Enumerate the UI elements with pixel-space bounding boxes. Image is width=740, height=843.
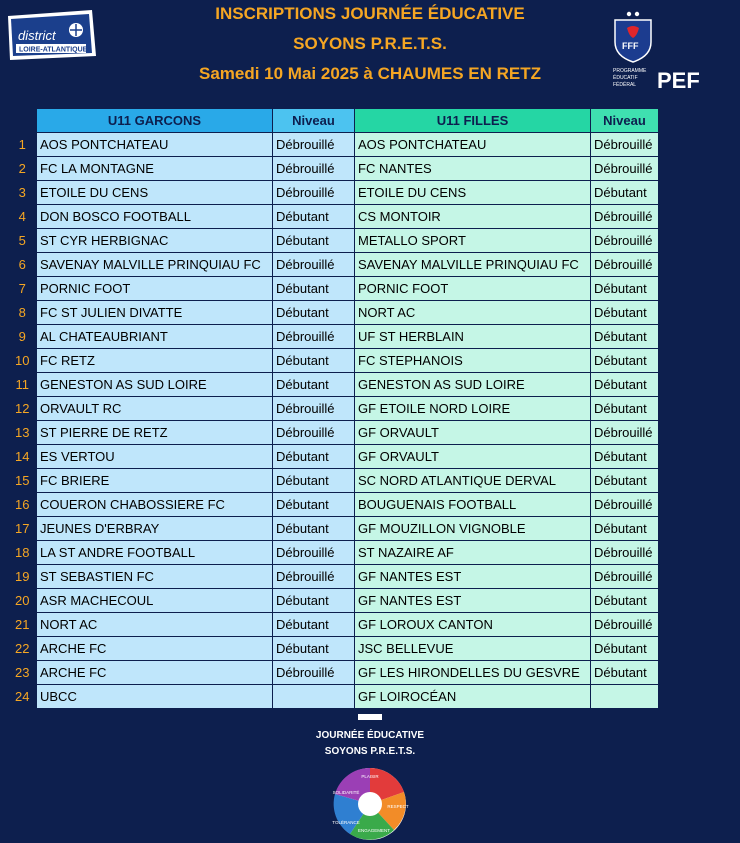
- garcons-level-cell: Débrouillé: [273, 661, 355, 685]
- row-number: 1: [18, 137, 26, 153]
- table-row: [9, 517, 659, 541]
- filles-team-cell: GF ORVAULT: [355, 421, 591, 445]
- svg-text:PEF: PEF: [657, 68, 700, 90]
- garcons-team-cell: ST SEBASTIEN FC: [37, 565, 273, 589]
- table-row: [9, 421, 659, 445]
- garcons-level-cell: Débutant: [273, 493, 355, 517]
- garcons-level-cell: Débutant: [273, 469, 355, 493]
- svg-text:PROGRAMME: PROGRAMME: [613, 68, 647, 74]
- svg-text:district: district: [18, 28, 56, 43]
- garcons-team-cell: FC LA MONTAGNE: [37, 157, 273, 181]
- filles-level-cell: Débrouillé: [591, 205, 659, 229]
- row-number: 5: [18, 233, 26, 248]
- filles-level-cell: Débutant: [591, 517, 659, 541]
- svg-text:LOIRE-ATLANTIQUE: LOIRE-ATLANTIQUE: [19, 46, 88, 54]
- filles-team-cell: METALLO SPORT: [355, 229, 591, 253]
- filles-team-cell: JSC BELLEVUE: [355, 637, 591, 661]
- garcons-team-cell: ES VERTOU: [37, 445, 273, 469]
- filles-level-cell: Débrouillé: [591, 613, 659, 637]
- garcons-team-cell: FC BRIERE: [37, 469, 273, 493]
- garcons-level-cell: Débrouillé: [273, 397, 355, 421]
- row-number: 23: [15, 665, 30, 680]
- table-row: [9, 277, 659, 301]
- title-line-3: Samedi 10 Mai 2025 à CHAUMES EN RETZ: [198, 64, 541, 83]
- filles-team-cell: UF ST HERBLAIN: [355, 325, 591, 349]
- table-row: [9, 565, 659, 589]
- garcons-team-cell: COUERON CHABOSSIERE FC: [37, 493, 273, 517]
- filles-team-cell: ST NAZAIRE AF: [355, 541, 591, 565]
- garcons-team-cell: ARCHE FC: [37, 661, 273, 685]
- row-number: 11: [15, 377, 29, 392]
- header-niveau-filles: Niveau: [591, 109, 659, 133]
- garcons-level-cell: Débutant: [273, 613, 355, 637]
- table-row: [9, 133, 659, 157]
- garcons-level-cell: Débutant: [273, 301, 355, 325]
- svg-text:ENGAGEMENT: ENGAGEMENT: [357, 828, 391, 833]
- table-row: [9, 229, 659, 253]
- garcons-level-cell: Débutant: [273, 349, 355, 373]
- garcons-team-cell: LA ST ANDRE FOOTBALL: [37, 541, 273, 565]
- svg-text:SOYONS P.R.E.T.S.: SOYONS P.R.E.T.S.: [324, 746, 416, 757]
- filles-level-cell: Débrouillé: [591, 133, 659, 157]
- garcons-level-cell: Débrouillé: [273, 421, 355, 445]
- filles-team-cell: FC NANTES: [355, 157, 591, 181]
- table-row: [9, 253, 659, 277]
- svg-text:ÉDUCATIF: ÉDUCATIF: [613, 75, 638, 81]
- garcons-team-cell: ASR MACHECOUL: [37, 589, 273, 613]
- garcons-team-cell: ORVAULT RC: [37, 397, 273, 421]
- header-u11-filles: U11 FILLES: [355, 109, 591, 133]
- garcons-team-cell: PORNIC FOOT: [37, 277, 273, 301]
- filles-level-cell: Débrouillé: [591, 541, 659, 565]
- row-number: 13: [15, 425, 30, 440]
- garcons-team-cell: ST PIERRE DE RETZ: [37, 421, 273, 445]
- row-number: 2: [18, 161, 26, 176]
- filles-team-cell: ETOILE DU CENS: [355, 181, 591, 205]
- page-header: [0, 0, 740, 100]
- garcons-level-cell: Débutant: [273, 205, 355, 229]
- svg-text:TOLÉRANCE: TOLÉRANCE: [332, 820, 360, 825]
- row-number: 14: [15, 449, 30, 464]
- registrations-table: [8, 108, 659, 709]
- garcons-team-cell: JEUNES D'ERBRAY: [37, 517, 273, 541]
- filles-level-cell: Débutant: [591, 349, 659, 373]
- table-row: [9, 373, 659, 397]
- row-number: 9: [18, 329, 26, 344]
- row-number: 18: [15, 545, 30, 560]
- row-number: 22: [15, 641, 30, 656]
- table-row: [9, 157, 659, 181]
- row-number: 16: [15, 497, 30, 512]
- filles-level-cell: Débutant: [591, 661, 659, 685]
- filles-level-cell: Débrouillé: [591, 565, 659, 589]
- table-row: [9, 541, 659, 565]
- header-u11-garcons: U11 GARCONS: [37, 109, 273, 133]
- garcons-team-cell: ARCHE FC: [37, 637, 273, 661]
- garcons-team-cell: GENESTON AS SUD LOIRE: [37, 373, 273, 397]
- fff-pef-logo: [607, 8, 707, 90]
- table-row: [9, 637, 659, 661]
- garcons-level-cell: Débutant: [273, 589, 355, 613]
- row-number: 21: [15, 617, 30, 632]
- garcons-team-cell: ST CYR HERBIGNAC: [37, 229, 273, 253]
- table-row: [9, 469, 659, 493]
- row-number: 17: [15, 521, 30, 536]
- filles-team-cell: GF MOUZILLON VIGNOBLE: [355, 517, 591, 541]
- filles-level-cell: Débutant: [591, 445, 659, 469]
- filles-level-cell: Débutant: [591, 301, 659, 325]
- row-number: 19: [15, 569, 30, 584]
- filles-team-cell: SC NORD ATLANTIQUE DERVAL: [355, 469, 591, 493]
- header-number-spacer: [9, 109, 37, 133]
- table-row: [9, 301, 659, 325]
- garcons-level-cell: Débrouillé: [273, 325, 355, 349]
- filles-team-cell: GENESTON AS SUD LOIRE: [355, 373, 591, 397]
- filles-level-cell: Débutant: [591, 397, 659, 421]
- garcons-level-cell: Débrouillé: [273, 157, 355, 181]
- table-row: [9, 397, 659, 421]
- filles-level-cell: Débrouillé: [591, 157, 659, 181]
- title-line-2: SOYONS P.R.E.T.S.: [293, 34, 447, 53]
- row-number: 6: [18, 257, 26, 272]
- filles-level-cell: [591, 685, 659, 709]
- filles-team-cell: GF ORVAULT: [355, 445, 591, 469]
- garcons-level-cell: Débutant: [273, 373, 355, 397]
- row-number: 20: [15, 593, 30, 608]
- svg-text:JOURNÉE ÉDUCATIVE: JOURNÉE ÉDUCATIVE: [315, 730, 425, 741]
- garcons-level-cell: Débrouillé: [273, 541, 355, 565]
- garcons-level-cell: [273, 685, 355, 709]
- row-number: 24: [15, 689, 30, 704]
- header-niveau-garcons: Niveau: [273, 109, 355, 133]
- filles-team-cell: GF ETOILE NORD LOIRE: [355, 397, 591, 421]
- garcons-level-cell: Débutant: [273, 517, 355, 541]
- garcons-team-cell: FC RETZ: [37, 349, 273, 373]
- row-number: 4: [18, 209, 26, 224]
- table-row: [9, 205, 659, 229]
- svg-text:SOLIDARITÉ: SOLIDARITÉ: [332, 790, 360, 795]
- svg-text:PLAISIR: PLAISIR: [361, 774, 379, 779]
- filles-team-cell: CS MONTOIR: [355, 205, 591, 229]
- filles-level-cell: Débrouillé: [591, 421, 659, 445]
- garcons-level-cell: Débutant: [273, 229, 355, 253]
- filles-team-cell: GF NANTES EST: [355, 589, 591, 613]
- district-loire-atlantique-logo: [6, 10, 98, 62]
- garcons-team-cell: AOS PONTCHATEAU: [37, 133, 273, 157]
- table-row: [9, 589, 659, 613]
- row-number: 8: [18, 305, 26, 320]
- garcons-team-cell: ETOILE DU CENS: [37, 181, 273, 205]
- filles-team-cell: GF LES HIRONDELLES DU GESVRE: [355, 661, 591, 685]
- garcons-team-cell: FC ST JULIEN DIVATTE: [37, 301, 273, 325]
- garcons-level-cell: Débrouillé: [273, 253, 355, 277]
- row-number: 15: [15, 473, 30, 488]
- row-number: 10: [15, 353, 30, 368]
- garcons-level-cell: Débutant: [273, 445, 355, 469]
- journee-educative-logo: [310, 712, 430, 842]
- garcons-team-cell: NORT AC: [37, 613, 273, 637]
- table-header-row: [9, 109, 659, 133]
- row-number: 3: [18, 185, 26, 200]
- garcons-team-cell: DON BOSCO FOOTBALL: [37, 205, 273, 229]
- table-row: [9, 661, 659, 685]
- table-row: [9, 613, 659, 637]
- svg-text:FFF: FFF: [622, 41, 639, 51]
- filles-team-cell: PORNIC FOOT: [355, 277, 591, 301]
- filles-team-cell: BOUGUENAIS FOOTBALL: [355, 493, 591, 517]
- filles-level-cell: Débutant: [591, 325, 659, 349]
- garcons-team-cell: AL CHATEAUBRIANT: [37, 325, 273, 349]
- garcons-team-cell: SAVENAY MALVILLE PRINQUIAU FC: [37, 253, 273, 277]
- filles-level-cell: Débrouillé: [591, 493, 659, 517]
- garcons-level-cell: Débutant: [273, 277, 355, 301]
- svg-text:FÉDÉRAL: FÉDÉRAL: [613, 82, 637, 88]
- garcons-level-cell: Débrouillé: [273, 565, 355, 589]
- svg-text:RESPECT: RESPECT: [387, 804, 409, 809]
- filles-team-cell: SAVENAY MALVILLE PRINQUIAU FC: [355, 253, 591, 277]
- filles-level-cell: Débrouillé: [591, 253, 659, 277]
- filles-level-cell: Débutant: [591, 181, 659, 205]
- filles-team-cell: GF NANTES EST: [355, 565, 591, 589]
- filles-team-cell: AOS PONTCHATEAU: [355, 133, 591, 157]
- table-row: [9, 445, 659, 469]
- filles-level-cell: Débutant: [591, 469, 659, 493]
- garcons-level-cell: Débrouillé: [273, 181, 355, 205]
- filles-level-cell: Débrouillé: [591, 229, 659, 253]
- filles-level-cell: Débutant: [591, 373, 659, 397]
- filles-team-cell: GF LOIROCÉAN: [355, 685, 591, 709]
- row-number: 7: [18, 281, 26, 296]
- filles-level-cell: Débutant: [591, 589, 659, 613]
- table-row: [9, 685, 659, 709]
- filles-team-cell: FC STEPHANOIS: [355, 349, 591, 373]
- table-row: [9, 349, 659, 373]
- table-row: [9, 493, 659, 517]
- filles-level-cell: Débutant: [591, 277, 659, 301]
- garcons-level-cell: Débutant: [273, 637, 355, 661]
- table-row: [9, 181, 659, 205]
- title-line-1: INSCRIPTIONS JOURNÉE ÉDUCATIVE: [215, 4, 525, 23]
- filles-level-cell: Débutant: [591, 637, 659, 661]
- filles-team-cell: NORT AC: [355, 301, 591, 325]
- table-row: [9, 325, 659, 349]
- garcons-team-cell: UBCC: [37, 685, 273, 709]
- filles-team-cell: GF LOROUX CANTON: [355, 613, 591, 637]
- row-number: 12: [15, 401, 30, 416]
- garcons-level-cell: Débrouillé: [273, 133, 355, 157]
